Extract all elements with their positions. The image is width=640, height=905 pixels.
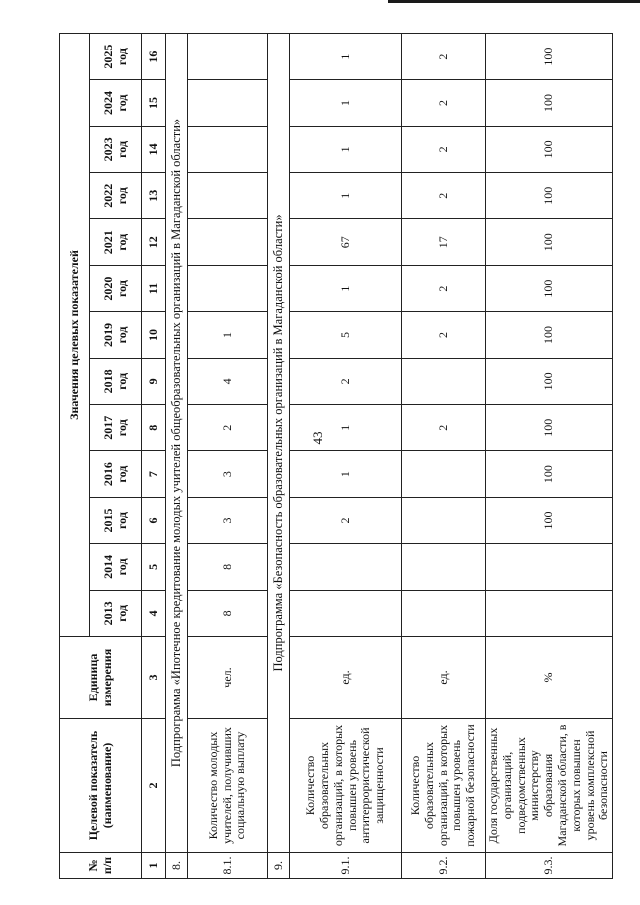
value-cell: 100: [486, 451, 613, 497]
value-cell: [402, 358, 486, 404]
year-number: 2022: [100, 183, 115, 208]
value-cell: 1: [290, 126, 402, 172]
value-cell: 2: [290, 358, 402, 404]
value-cell: 100: [486, 312, 613, 358]
column-number: 11: [142, 265, 166, 311]
year-label: год: [114, 465, 129, 483]
header-year: [90, 544, 142, 590]
header-unit: Единица измерения: [60, 637, 142, 719]
header-year: [90, 33, 142, 79]
year-label: год: [114, 558, 129, 576]
value-cell: 2: [188, 405, 268, 451]
value-cell: 100: [486, 126, 613, 172]
column-number: 9: [142, 358, 166, 404]
header-year: [90, 451, 142, 497]
value-cell: 67: [290, 219, 402, 265]
value-cell: 2: [402, 126, 486, 172]
value-cell: 1: [290, 405, 402, 451]
value-cell: 2: [402, 33, 486, 79]
value-cell: 3: [188, 497, 268, 543]
value-cell: 100: [486, 219, 613, 265]
value-cell: 2: [290, 497, 402, 543]
value-cell: 100: [486, 173, 613, 219]
row-number: 9.1.: [290, 853, 402, 879]
value-cell: [290, 544, 402, 590]
rotated-table-wrapper: [59, 34, 611, 879]
header-year: [90, 358, 142, 404]
header-year: [90, 80, 142, 126]
column-number: 8: [142, 405, 166, 451]
indicator-name: Доля государственных организаций, подведомственных министерству образования Магаданской области, в которых повышен уровень комплексной безопасности: [486, 719, 613, 853]
unit-cell: чел.: [188, 637, 268, 719]
year-number: 2017: [100, 415, 115, 440]
year-number: 2014: [100, 554, 115, 579]
year-label: год: [114, 140, 129, 158]
indicators-table: [59, 33, 613, 879]
value-cell: 2: [402, 80, 486, 126]
row-number: 9.3.: [486, 853, 613, 879]
unit-cell: ед.: [290, 637, 402, 719]
data-row: [402, 33, 486, 878]
value-cell: 4: [188, 358, 268, 404]
column-number: 2: [142, 719, 166, 853]
section-number: 8.: [166, 853, 188, 879]
value-cell: 1: [290, 33, 402, 79]
section-row: [268, 33, 290, 878]
year-label: год: [114, 372, 129, 390]
value-cell: [188, 265, 268, 311]
page-number: 43: [310, 431, 325, 445]
value-cell: [486, 544, 613, 590]
value-cell: [188, 126, 268, 172]
top-rule: [388, 0, 640, 3]
column-number: 1: [142, 853, 166, 879]
value-cell: 1: [290, 173, 402, 219]
value-cell: [290, 590, 402, 636]
year-number: 2018: [100, 369, 115, 394]
section-row: [166, 33, 188, 878]
value-cell: 8: [188, 590, 268, 636]
year-label: год: [114, 94, 129, 112]
section-title: Подпрограмма «Ипотечное кредитование молодых учителей общеобразовательных организаций в Магаданской области»: [166, 33, 188, 852]
unit-cell: %: [486, 637, 613, 719]
row-number: 8.1.: [188, 853, 268, 879]
value-cell: 1: [290, 265, 402, 311]
column-number: 13: [142, 173, 166, 219]
value-cell: 8: [188, 544, 268, 590]
column-number: 14: [142, 126, 166, 172]
year-number: 2019: [100, 322, 115, 347]
value-cell: 1: [290, 80, 402, 126]
header-year: [90, 497, 142, 543]
column-number: 4: [142, 590, 166, 636]
indicator-name: Количество образовательных организаций, в которых повышен уровень пожарной безопасности: [402, 719, 486, 853]
indicator-name: Количество образовательных организаций, в которых повышен уровень антитеррористической защищенности: [290, 719, 402, 853]
column-number: 12: [142, 219, 166, 265]
year-label: год: [114, 512, 129, 529]
value-cell: 2: [402, 173, 486, 219]
column-number: 5: [142, 544, 166, 590]
header-year: [90, 126, 142, 172]
year-number: 2023: [100, 137, 115, 162]
data-row: [486, 33, 613, 878]
data-row: [290, 33, 402, 878]
column-number: 10: [142, 312, 166, 358]
value-cell: 2: [402, 312, 486, 358]
header-year: [90, 312, 142, 358]
header-indicator: Целевой показатель (наименование): [60, 719, 142, 853]
column-number: 3: [142, 637, 166, 719]
value-cell: [188, 80, 268, 126]
value-cell: [402, 451, 486, 497]
header-row-group: [60, 33, 90, 878]
indicator-name: Количество молодых учителей, получивших социальную выплату: [188, 719, 268, 853]
section-number: 9.: [268, 853, 290, 879]
value-cell: 1: [188, 312, 268, 358]
value-cell: 17: [402, 219, 486, 265]
year-label: год: [114, 187, 129, 205]
header-num: № п/п: [60, 853, 142, 879]
value-cell: 2: [402, 405, 486, 451]
header-year: [90, 590, 142, 636]
value-cell: 1: [290, 451, 402, 497]
year-number: 2015: [100, 508, 115, 533]
value-cell: [402, 590, 486, 636]
year-label: год: [114, 280, 129, 298]
value-cell: [402, 544, 486, 590]
year-number: 2016: [100, 462, 115, 487]
header-year: [90, 219, 142, 265]
value-cell: 3: [188, 451, 268, 497]
value-cell: 2: [402, 265, 486, 311]
year-number: 2021: [100, 230, 115, 255]
header-year: [90, 173, 142, 219]
value-cell: [402, 497, 486, 543]
value-cell: 100: [486, 80, 613, 126]
data-row: [188, 33, 268, 878]
value-cell: [188, 173, 268, 219]
section-title: Подпрограмма «Безопасность образовательных организаций в Магаданской области»: [268, 33, 290, 852]
year-number: 2025: [100, 44, 115, 69]
year-number: 2020: [100, 276, 115, 301]
header-values-group: Значения целевых показателей: [60, 33, 90, 636]
year-number: 2024: [100, 91, 115, 116]
year-label: год: [114, 604, 129, 622]
value-cell: 100: [486, 497, 613, 543]
column-number: 15: [142, 80, 166, 126]
column-numbers-row: [142, 33, 166, 878]
year-label: год: [114, 326, 129, 344]
value-cell: 100: [486, 265, 613, 311]
value-cell: [486, 590, 613, 636]
row-number: 9.2.: [402, 853, 486, 879]
year-number: 2013: [100, 601, 115, 626]
unit-cell: ед.: [402, 637, 486, 719]
column-number: 7: [142, 451, 166, 497]
value-cell: 100: [486, 33, 613, 79]
year-label: год: [114, 48, 129, 66]
column-number: 16: [142, 33, 166, 79]
column-number: 6: [142, 497, 166, 543]
value-cell: 100: [486, 358, 613, 404]
header-year: [90, 265, 142, 311]
year-label: год: [114, 233, 129, 251]
value-cell: [188, 33, 268, 79]
header-year: [90, 405, 142, 451]
value-cell: [188, 219, 268, 265]
value-cell: 5: [290, 312, 402, 358]
year-label: год: [114, 419, 129, 437]
value-cell: 100: [486, 405, 613, 451]
